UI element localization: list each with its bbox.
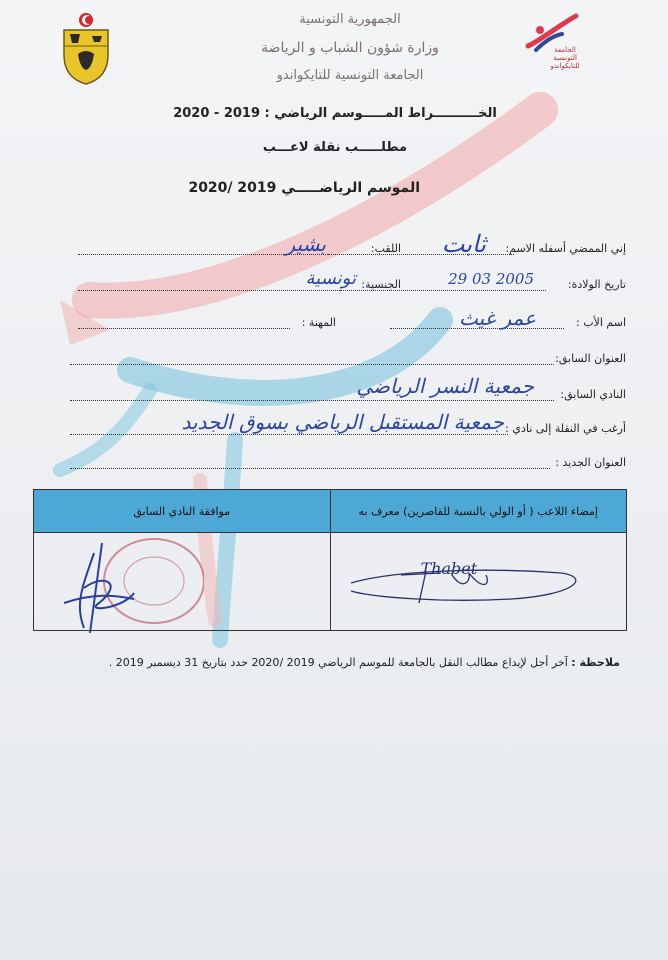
field-label-surname: اللقب: (370, 242, 401, 255)
field-row-father (70, 306, 626, 334)
field-label-profession: المهنة : (301, 316, 336, 329)
col-header-club-approval: موافقة النادي السابق (34, 490, 331, 533)
field-label-prev-address: العنوان السابق: (555, 352, 626, 365)
field-row-prev-club (70, 374, 626, 406)
field-row-birth (70, 268, 626, 296)
handwritten-name: ثابت (441, 230, 486, 258)
field-label-birthdate: تاريخ الولادة: (567, 278, 626, 291)
handwritten-birthdate: 29 03 2005 (448, 270, 534, 288)
federation-logo-text: الجامعة التونسية للتايكواندو (550, 46, 580, 70)
header-ministry: وزارة شؤون الشباب و الرياضة (261, 40, 439, 56)
season-subtitle: الموسم الرياضـــــي 2019 /2020 (188, 180, 420, 196)
player-signature-text: Thabet (420, 559, 478, 578)
field-label-father: اسم الأب : (576, 316, 626, 329)
note-label: ملاحظة : (571, 656, 620, 669)
handwritten-father-name: عمر غيث (458, 306, 536, 330)
club-approval-cell (34, 533, 331, 631)
tunisia-coat-of-arms-icon (58, 10, 114, 85)
note-text (109, 656, 620, 669)
signature-table (33, 489, 627, 631)
field-row-new-club (70, 410, 626, 440)
club-stamp-icon (54, 533, 204, 633)
handwritten-nationality: تونسية (305, 268, 356, 289)
note-body: آخر أجل لإيداع مطالب النقل بالجامعة للموسم الرياضي 2019 /2020 حدد بتاريخ 31 ديسمبر 2019 . (108, 656, 568, 669)
request-title: مطلـــــب نقلة لاعـــب (262, 140, 408, 155)
field-label-prev-club: النادي السابق: (560, 388, 626, 401)
field-label-name: إني الممضي أسفله الاسم: (505, 242, 626, 255)
field-row-name (70, 230, 626, 260)
field-label-new-address: العنوان الجديد : (555, 456, 626, 469)
player-signature-cell (330, 533, 627, 631)
field-row-new-address (70, 456, 626, 474)
season-title: الخــــــــــراط المـــــوسم الرياضي : 2019 - 2020 (173, 106, 497, 121)
field-label-new-club: أرغب في النقلة إلى نادي : (505, 422, 626, 435)
field-label-nationality: الجنسية: (361, 278, 401, 291)
player-signature-icon (331, 543, 627, 623)
handwritten-prev-club: جمعية النسر الرياضي (356, 374, 534, 398)
header-republic: الجمهورية التونسية (299, 12, 401, 27)
field-row-prev-address (70, 352, 626, 370)
header-federation: الجامعة التونسية للتايكواندو (276, 68, 424, 83)
handwritten-surname: بشير (285, 232, 326, 256)
col-header-player-signature: إمضاء اللاعب ( أو الولي بالنسبة للقاصرين) معرف به (330, 490, 627, 533)
handwritten-new-club: جمعية المستقبل الرياضي بسوق الجديد (181, 410, 504, 434)
